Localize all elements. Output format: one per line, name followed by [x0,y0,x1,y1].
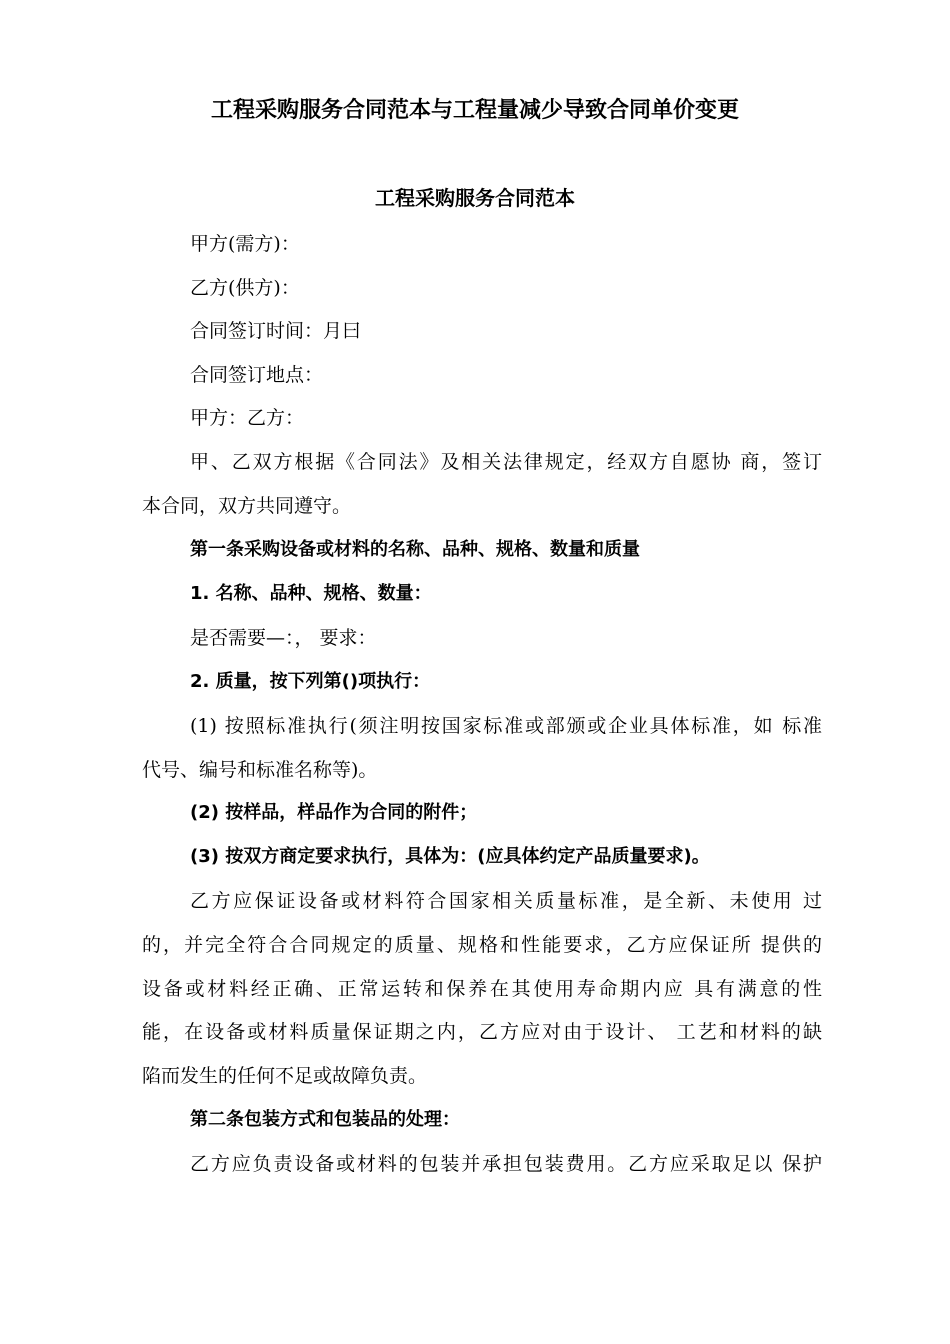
sub-title: 工程采购服务合同范本 [375,186,575,210]
sign-place-line: 合同签订地点： [190,364,324,386]
main-title: 工程采购服务合同范本与工程量减少导致合同单价变更 [210,98,739,123]
article-1-heading: 第一条采购设备或材料的名称、品种、规格、数量和质量 [190,539,640,560]
parties-line: 甲方：乙方： [190,407,305,429]
quality-paragraph-line-4: 能，在设备或材料质量保证期之内，乙方应对由于设计、 工艺和材料的缺 [142,1021,822,1043]
article-2-heading: 第二条包装方式和包装品的处理： [190,1109,460,1130]
article-1-item-1: 1. 名称、品种、规格、数量： [190,583,432,604]
article-1-requirement: 是否需要—：， 要求： [190,627,377,649]
party-b-line: 乙方(供方)： [190,277,300,299]
quality-paragraph-line-5: 陷而发生的任何不足或故障负责。 [142,1065,428,1087]
intro-paragraph-line-2: 本合同，双方共同遵守。 [142,495,352,517]
packaging-paragraph-line-1: 乙方应负责设备或材料的包装并承担包装费用。乙方应采取足以 保护 [190,1153,822,1175]
option-2: (2) 按样品，样品作为合同的附件； [190,802,478,823]
party-a-line: 甲方(需方)： [190,233,300,255]
option-3: (3) 按双方商定要求执行，具体为：(应具体约定产品质量要求)。 [190,846,710,867]
article-1-item-2: 2. 质量，按下列第()项执行： [190,671,431,692]
option-1-line-2: 代号、编号和标准名称等)。 [142,759,378,781]
option-1-line-1: (1) 按照标准执行(须注明按国家标准或部颁或企业具体标准，如 标准 [190,715,822,737]
quality-paragraph-line-1: 乙方应保证设备或材料符合国家相关质量标准，是全新、未使用 过 [190,890,822,912]
quality-paragraph-line-2: 的，并完全符合合同规定的质量、规格和性能要求，乙方应保证所 提供的 [142,934,822,956]
quality-paragraph-line-3: 设备或材料经正确、正常运转和保养在其使用寿命期内应 具有满意的性 [142,978,822,1000]
intro-paragraph-line-1: 甲、乙双方根据《合同法》及相关法律规定，经双方自愿协 商，签订 [190,451,822,473]
sign-time-line: 合同签订时间：月曰 [190,320,362,342]
